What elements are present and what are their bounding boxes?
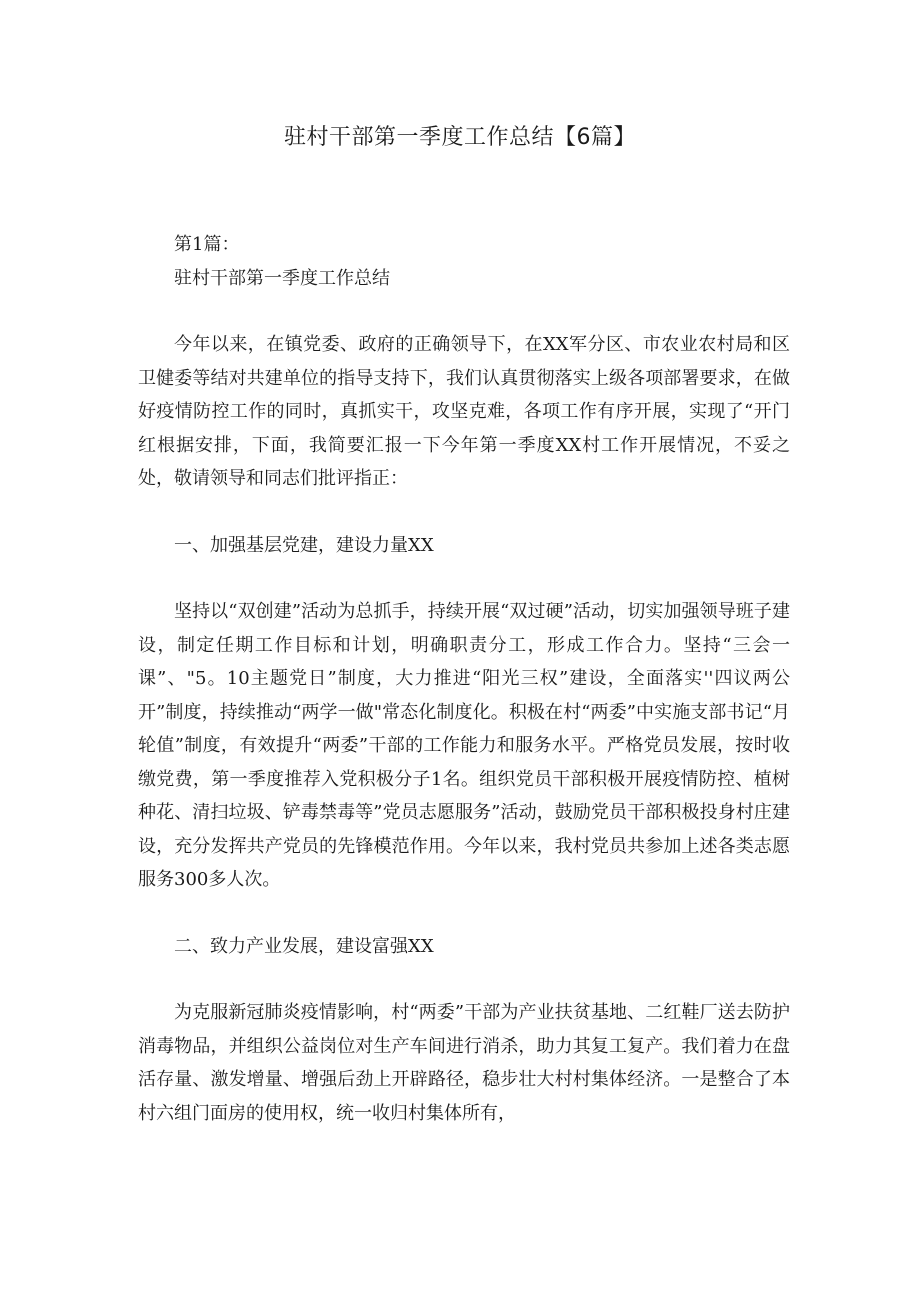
paragraph-party-building: 坚持以“双创建”活动为总抓手，持续开展“双过硬”活动，切实加强领导班子建设，制定任期工作目标和计划，明确职责分工，形成工作合力。坚持“三会一课”、"5。10主题党日”制度，大力推进“阳光三权”建设，全面落实''四议两公开”制度，持续推动“两学一做"常态化制度化。积极在村“两委”中实施支部书记“月轮值”制度，有效提升“两委”干部的工作能力和服务水平。严格党员发展，按时收缴党费，第一季度推荐入党积极分子1名。组织党员干部积极开展疫情防控、植树种花、清扫垃圾、铲毒禁毒等”党员志愿服务”活动，鼓励党员干部积极投身村庄建设，充分发挥共产党员的先锋模范作用。今年以来，我村党员共参加上述各类志愿服务300多人次。 <box>138 601 790 890</box>
spacer <box>138 897 790 930</box>
document-title: 驻村干部第一季度工作总结【6篇】 <box>284 125 636 150</box>
document-body <box>138 228 790 1130</box>
paragraph-industry-development: 为克服新冠肺炎疫情影响，村“两委”干部为产业扶贫基地、二红鞋厂送去防护消毒物品，并组织公益岗位对生产车间进行消杀，助力其复工复产。我们着力在盘活存量、激发增量、增强后劲上开辟路径，稳步壮大村村集体经济。一是整合了本村六组门面房的使用权，统一收归村集体所有， <box>138 1002 790 1124</box>
spacer <box>138 496 790 529</box>
spacer <box>138 295 790 328</box>
paragraph-intro: 今年以来，在镇党委、政府的正确领导下，在XX军分区、市农业农村局和区卫健委等结对共建单位的指导支持下，我们认真贯彻落实上级各项部署要求，在做好疫情防控工作的同时，真抓实干，攻坚克难，各项工作有序开展，实现了“开门红根据安排，下面，我简要汇报一下今年第一季度XX村工作开展情况，不妥之处，敬请领导和同志们批评指正： <box>138 334 790 489</box>
section-title: 驻村干部第一季度工作总结 <box>174 267 390 289</box>
spacer <box>138 562 790 595</box>
heading-industry-development: 二、致力产业发展，建设富强XX <box>174 935 434 957</box>
section-label: 第1篇： <box>174 234 240 255</box>
heading-party-building: 一、加强基层党建，建设力量XX <box>174 534 434 556</box>
spacer <box>138 963 790 996</box>
